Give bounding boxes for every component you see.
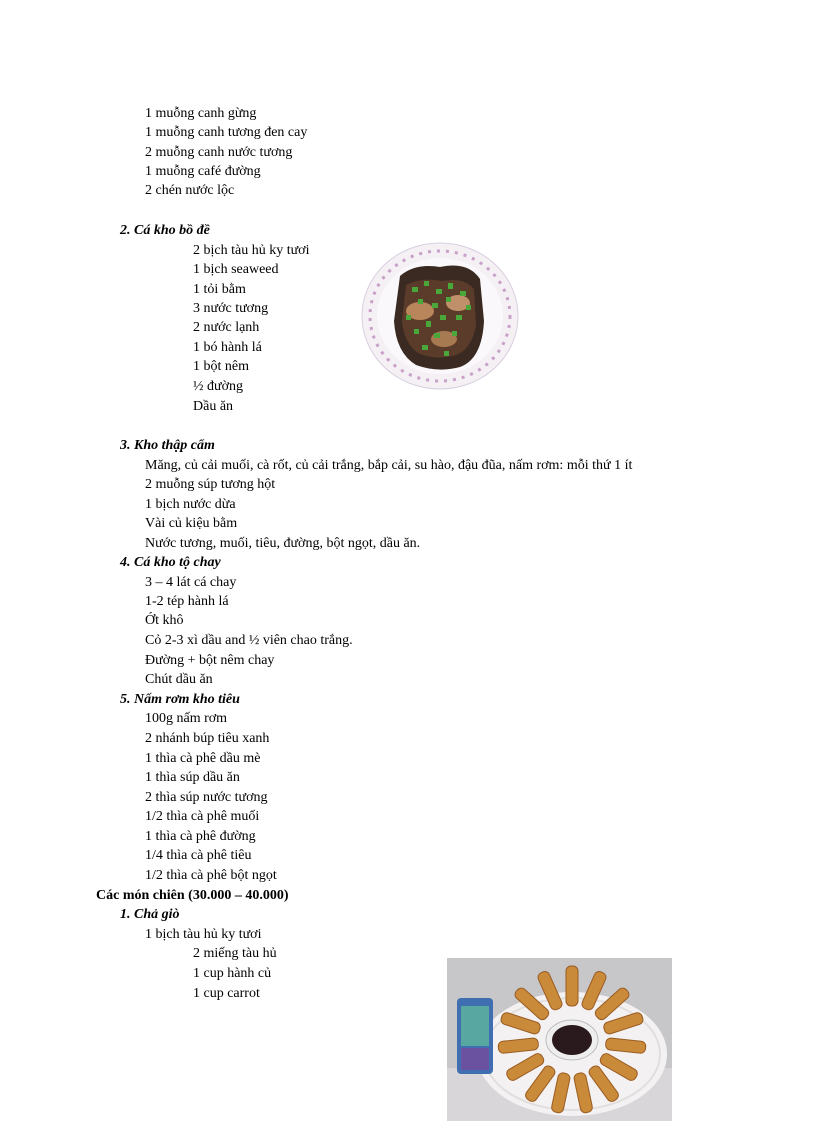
recipe-5-item: 1 thìa cà phê dầu mè	[145, 751, 261, 766]
fried-recipe-1-item: 1 cup carrot	[193, 986, 260, 1001]
recipe-3-item: Nước tương, muối, tiêu, đường, bột ngọt, dầu ăn.	[145, 536, 421, 551]
intro-item: 2 chén nước lộc	[145, 183, 235, 198]
recipe-2-item: 1 bó hành lá	[193, 340, 262, 355]
recipe-5-item: 100g nấm rơm	[145, 711, 228, 726]
recipe-2-item: Dầu ăn	[193, 399, 234, 414]
recipe-3-title: 3. Kho thập cẩm	[120, 438, 215, 453]
recipe-2-item: 2 nước lạnh	[193, 320, 260, 335]
intro-item: 1 muỗng canh gừng	[145, 106, 257, 121]
spring-rolls-photo	[447, 958, 672, 1121]
recipe-2-item: 2 bịch tàu hủ ky tươi	[193, 243, 310, 258]
recipe-2-item: 3 nước tương	[193, 301, 269, 316]
recipe-5-item: 1/2 thìa cà phê muối	[145, 809, 260, 824]
recipe-3-item: Vài củ kiệu bằm	[145, 516, 238, 531]
recipe-5-title: 5. Nấm rơm kho tiêu	[120, 692, 240, 707]
recipe-2-item: ½ đường	[193, 379, 243, 394]
recipe-2-title: 2. Cá kho bồ đề	[120, 223, 210, 238]
recipe-4-title: 4. Cá kho tộ chay	[120, 555, 221, 570]
fried-recipe-1-item: 1 bịch tàu hủ ky tươi	[145, 927, 262, 942]
recipe-4-item: Chút dầu ăn	[145, 672, 213, 687]
recipe-3-item: 1 bịch nước dừa	[145, 497, 236, 512]
recipe-4-item: Cỏ 2-3 xì dầu and ½ viên chao trắng.	[145, 633, 353, 648]
fried-recipe-1-item: 1 cup hành củ	[193, 966, 272, 981]
recipe-5-item: 1 thìa cà phê đường	[145, 829, 256, 844]
recipe-2-item: 1 tỏi bằm	[193, 282, 246, 297]
recipe-5-item: 1/4 thìa cà phê tiêu	[145, 848, 252, 863]
intro-item: 2 muỗng canh nước tương	[145, 145, 293, 160]
fried-recipe-1-item: 2 miếng tàu hủ	[193, 946, 277, 961]
recipe-5-item: 1/2 thìa cà phê bột ngọt	[145, 868, 277, 883]
recipe-5-item: 2 thìa súp nước tương	[145, 790, 268, 805]
recipe-2-item: 1 bột nêm	[193, 359, 249, 374]
fried-recipe-1-title: 1. Chả giò	[120, 907, 180, 922]
recipe-4-item: 3 – 4 lát cá chay	[145, 575, 237, 590]
section-fried-title: Các món chiên (30.000 – 40.000)	[96, 888, 289, 903]
recipe-3-item: Măng, củ cải muối, cà rốt, củ cải trắng, bắp cải, su hào, đậu đũa, nấm rơm: mỗi thứ 1 ít	[145, 458, 633, 473]
braised-dish-photo	[360, 241, 520, 391]
recipe-2-item: 1 bịch seaweed	[193, 262, 279, 277]
recipe-4-item: Ớt khô	[145, 613, 184, 628]
intro-item: 1 muỗng café đường	[145, 164, 261, 179]
intro-item: 1 muỗng canh tương đen cay	[145, 125, 308, 140]
recipe-4-item: Đường + bột nêm chay	[145, 653, 275, 668]
recipe-5-item: 1 thìa súp dầu ăn	[145, 770, 240, 785]
recipe-4-item: 1-2 tép hành lá	[145, 594, 229, 609]
recipe-5-item: 2 nhánh búp tiêu xanh	[145, 731, 270, 746]
recipe-3-item: 2 muỗng súp tương hột	[145, 477, 276, 492]
